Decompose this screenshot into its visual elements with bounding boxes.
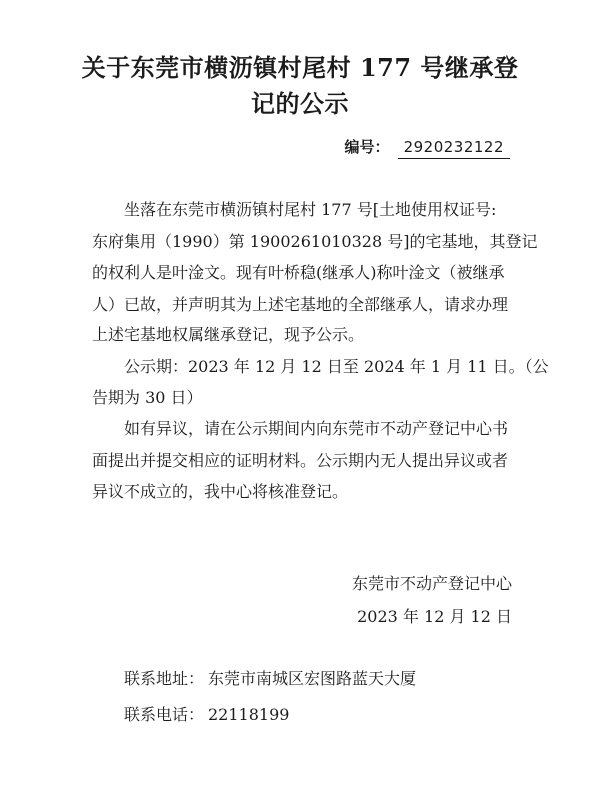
paragraph-2-line-2: 告期为 30 日） bbox=[92, 388, 203, 407]
notice-title bbox=[70, 50, 530, 122]
title-line-2: 记的公示 bbox=[251, 89, 349, 118]
paragraph-1-line-3: 的权利人是叶淦文。现有叶桥稳(继承人)称叶淦文（被继承 bbox=[92, 263, 505, 282]
title-line-1: 关于东莞市横沥镇村尾村 177 号继承登 bbox=[81, 53, 519, 82]
doc-number bbox=[345, 137, 510, 159]
contact-phone-value: 22118199 bbox=[208, 705, 290, 724]
contact-address bbox=[124, 668, 416, 690]
contact-phone-label: 联系电话： bbox=[124, 705, 205, 724]
issuing-organization: 东莞市不动产登记中心 bbox=[351, 574, 512, 593]
doc-number-value: 2920232122 bbox=[398, 137, 510, 159]
paragraph-1-line-1: 坐落在东莞市横沥镇村尾村 177 号[土地使用权证号: bbox=[124, 200, 497, 219]
paragraph-1-line-5: 上述宅基地权属继承登记，现予公示。 bbox=[92, 325, 365, 344]
paragraph-3-line-3: 异议不成立的，我中心将核准登记。 bbox=[92, 482, 349, 501]
contact-address-label: 联系地址： bbox=[124, 669, 205, 688]
paragraph-1-line-2: 东府集用（1990）第 1900261010328 号]的宅基地，其登记 bbox=[92, 232, 538, 251]
paragraph-3-line-2: 面提出并提交相应的证明材料。公示期内无人提出异议或者 bbox=[92, 451, 509, 470]
contact-address-value: 东莞市南城区宏图路蓝天大厦 bbox=[208, 669, 417, 688]
paragraph-1-line-4: 人）已故，并声明其为上述宅基地的全部继承人，请求办理 bbox=[92, 295, 509, 314]
doc-number-label: 编号： bbox=[344, 138, 390, 156]
issue-date: 2023 年 12 月 12 日 bbox=[357, 607, 512, 626]
contact-phone bbox=[124, 704, 289, 726]
paragraph-2-line-1: 公示期：2023 年 12 月 12 日至 2024 年 1 月 11 日。（公 bbox=[124, 357, 549, 376]
paragraph-3-line-1: 如有异议，请在公示期间内向东莞市不动产登记中心书 bbox=[124, 419, 509, 438]
